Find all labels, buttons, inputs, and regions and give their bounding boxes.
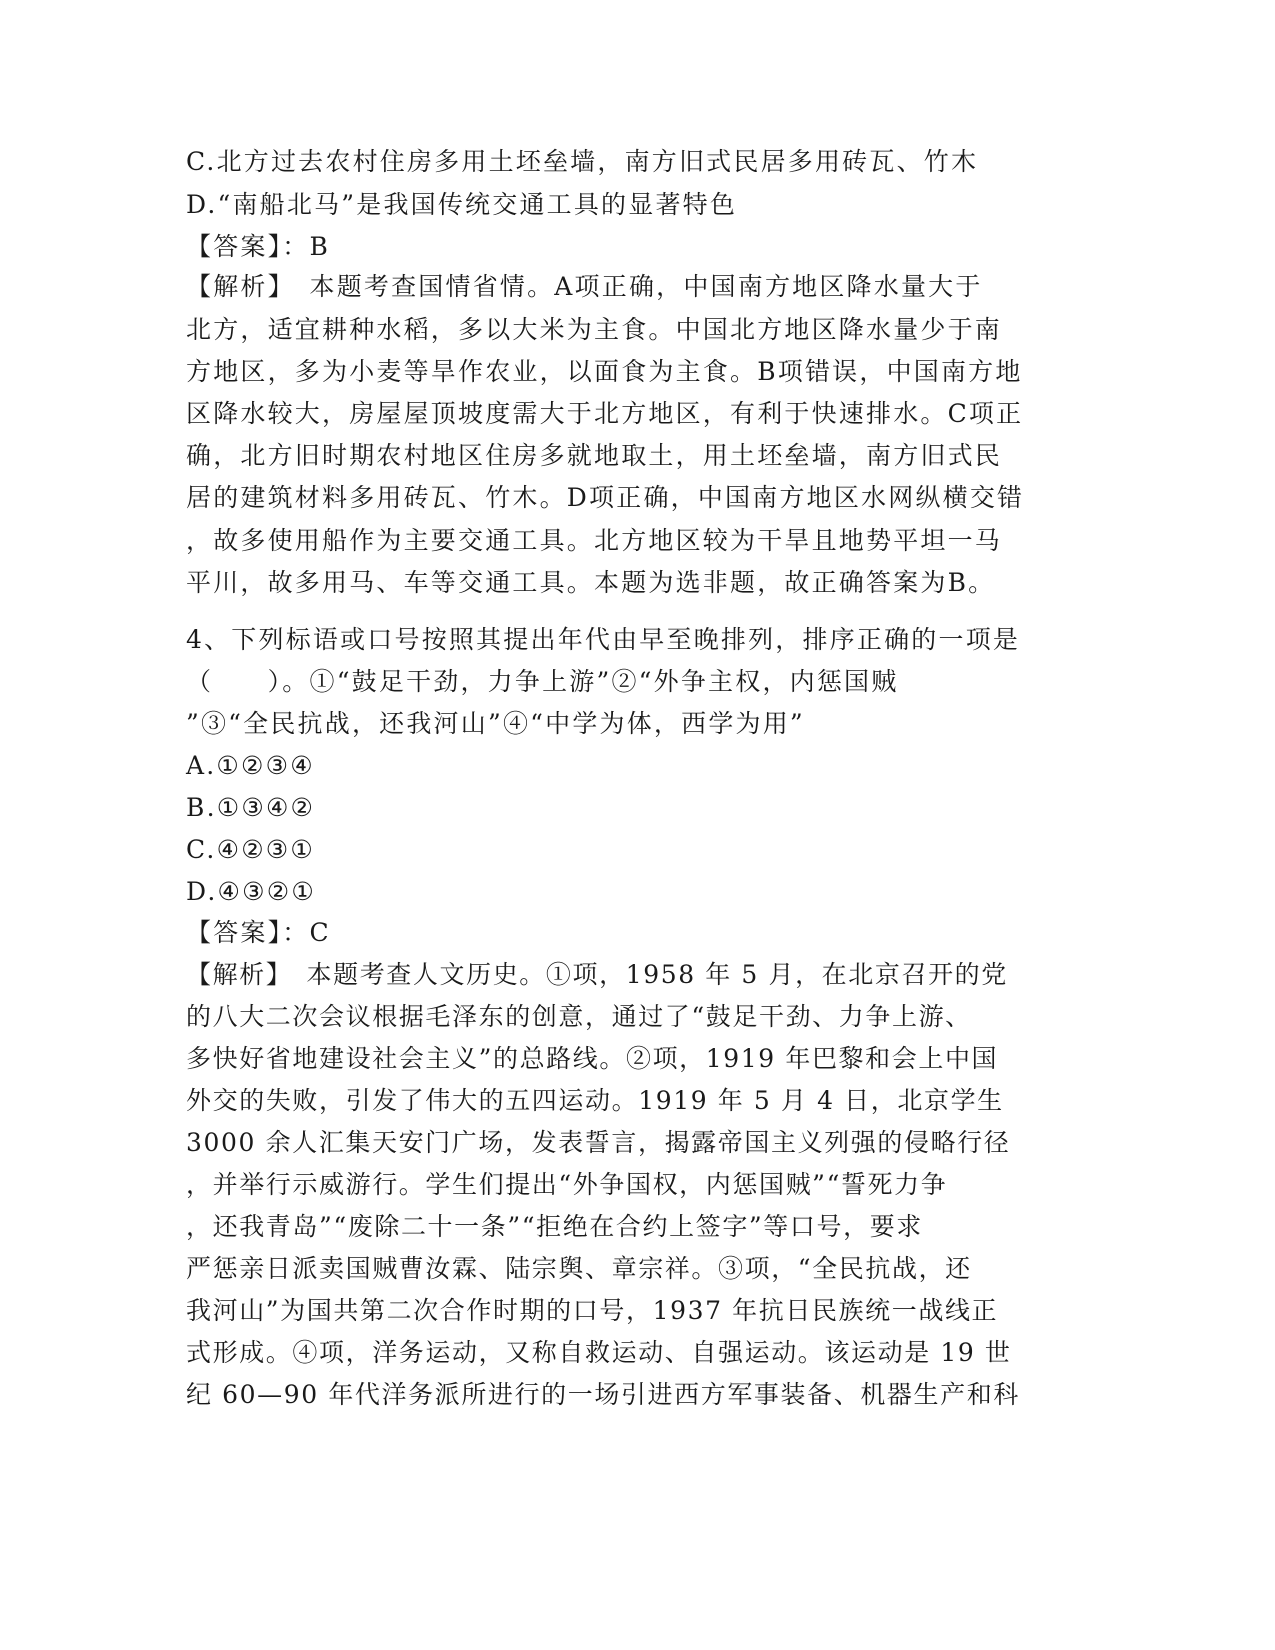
q3-analysis-line: 确，北方旧时期农村地区住房多就地取土，用土坯垒墙，南方旧式民 (186, 441, 1003, 470)
q4-analysis-line: 3000 余人汇集天安门广场，发表誓言，揭露帝国主义列强的侵略行径 (186, 1128, 1011, 1157)
q4-answer: 【答案】：C (186, 918, 331, 947)
q4-analysis-line: 的八大二次会议根据毛泽东的创意，通过了“鼓足干劲、力争上游、 (186, 1002, 972, 1031)
q4-analysis-line: ，还我青岛”“废除二十一条”“拒绝在合约上签字”等口号，要求 (186, 1212, 923, 1241)
q4-analysis-line: 严惩亲日派卖国贼曹汝霖、陆宗舆、章宗祥。③项，“全民抗战，还 (186, 1254, 972, 1283)
q3-option-c: C.北方过去农村住房多用土坯垒墙，南方旧式民居多用砖瓦、竹木 (186, 147, 979, 176)
q4-option-a: A.①②③④ (186, 751, 315, 780)
q4-analysis-line: ，并举行示威游行。学生们提出“外争国权，内惩国贼”“誓死力争 (186, 1170, 948, 1199)
q4-option-b: B.①③④② (186, 793, 316, 822)
q3-analysis-line: 北方，适宜耕种水稻，多以大米为主食。中国北方地区降水量少于南 (186, 315, 1003, 344)
q3-analysis-line: 区降水较大，房屋屋顶坡度需大于北方地区，有利于快速排水。C项正 (186, 399, 1024, 428)
q3-analysis-line: ，故多使用船作为主要交通工具。北方地区较为干旱且地势平坦一马 (186, 526, 1003, 555)
q4-option-c: C.④②③① (186, 835, 316, 864)
q4-analysis-line: 多快好省地建设社会主义”的总路线。②项，1919 年巴黎和会上中国 (186, 1044, 999, 1073)
q4-analysis-line: 【解析】 本题考查人文历史。①项，1958 年 5 月，在北京召开的党 (186, 960, 1008, 989)
q3-analysis-line: 方地区，多为小麦等旱作农业，以面食为主食。B项错误，中国南方地 (186, 357, 1023, 386)
q3-answer: 【答案】：B (186, 232, 331, 261)
q3-analysis-line: 居的建筑材料多用砖瓦、竹木。D项正确，中国南方地区水网纵横交错 (186, 483, 1025, 512)
q3-analysis-line: 【解析】 本题考查国情省情。A项正确，中国南方地区降水量大于 (186, 272, 983, 301)
q4-stem-line: （ ）。①“鼓足干劲，力争上游”②“外争主权，内惩国贼 (186, 667, 899, 696)
q4-analysis-line: 纪 60—90 年代洋务派所进行的一场引进西方军事装备、机器生产和科 (186, 1380, 1020, 1409)
q4-analysis-line: 我河山”为国共第二次合作时期的口号，1937 年抗日民族统一战线正 (186, 1296, 999, 1325)
q4-stem-line: 4、下列标语或口号按照其提出年代由早至晚排列，排序正确的一项是 (186, 625, 1021, 654)
q4-stem-line: ”③“全民抗战，还我河山”④“中学为体，西学为用” (186, 709, 805, 738)
q4-option-d: D.④③②① (186, 877, 316, 906)
q3-option-d: D.“南船北马”是我国传统交通工具的显著特色 (186, 190, 738, 219)
q4-analysis-line: 式形成。④项，洋务运动，又称自救运动、自强运动。该运动是 19 世 (186, 1338, 1012, 1367)
q4-analysis-line: 外交的失败，引发了伟大的五四运动。1919 年 5 月 4 日，北京学生 (186, 1086, 1004, 1115)
q3-analysis-line: 平川，故多用马、车等交通工具。本题为选非题，故正确答案为B。 (186, 568, 996, 597)
